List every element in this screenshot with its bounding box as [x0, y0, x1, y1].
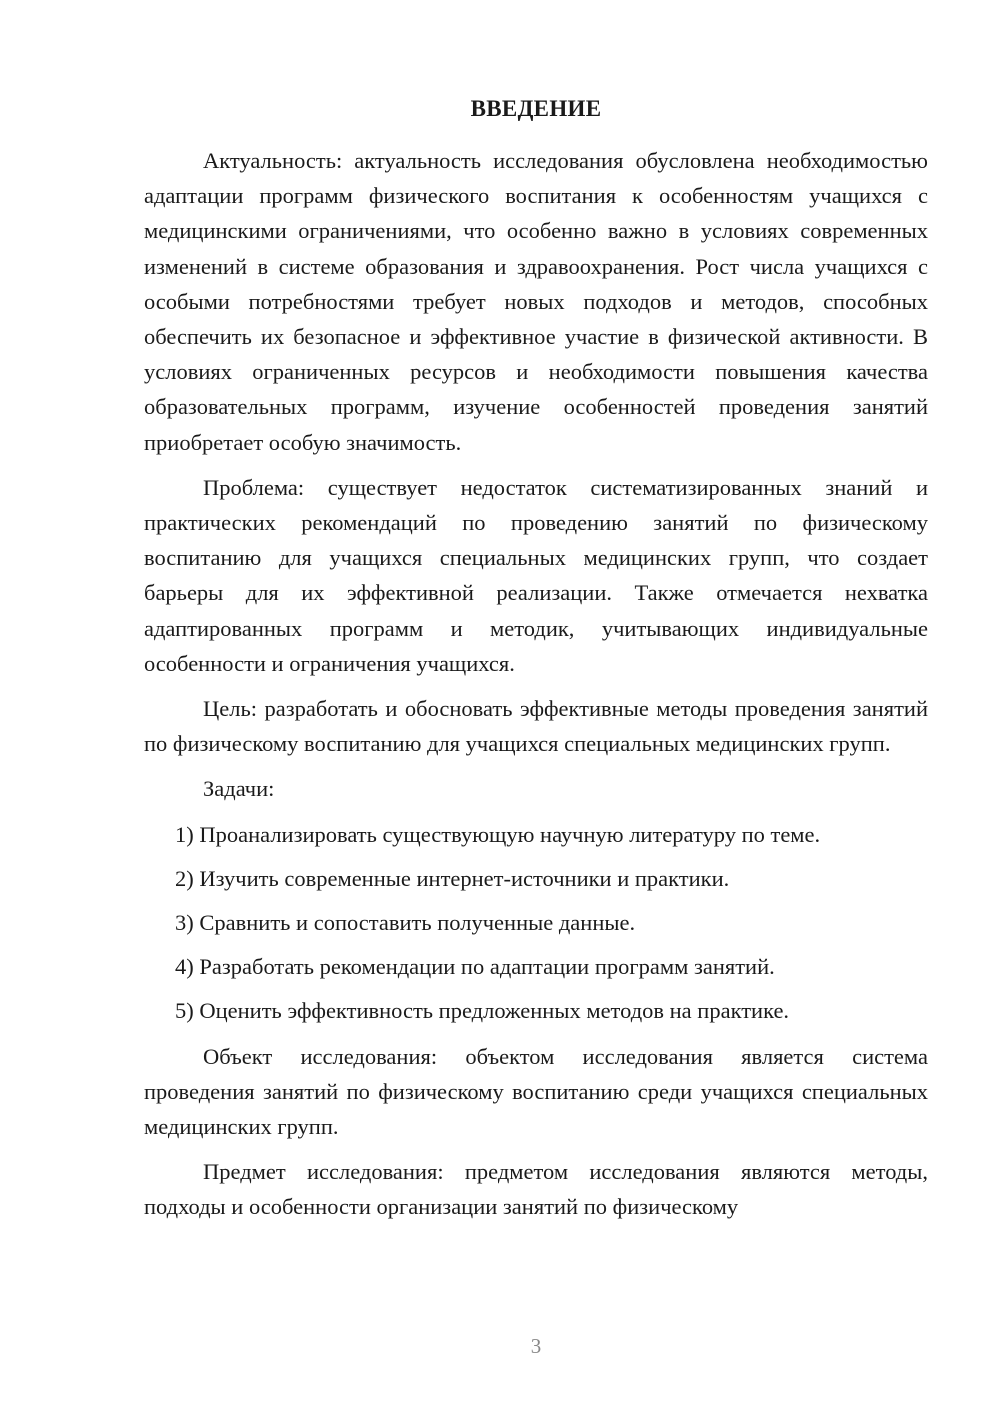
task-item: 1) Проанализировать существующую научную литературу по теме. [175, 821, 821, 847]
paragraph-relevance: Актуальность: актуальность исследования обусловлена необходимостью адаптации программ физического воспитания к особенностям учащихся с медицинскими ограничениями, что особенно важно в условиях современных изменений в системе образования и здравоохранения. Рост числа учащихся с особыми потребностями требует новых подходов и методов, способных обеспечить их безопасное и эффективное участие в физической активности. В условиях ограниченных ресурсов и необходимости повышения качества образовательных программ, изучение особенностей проведения занятий приобретает особую значимость. [144, 148, 928, 455]
section-title: ВВЕДЕНИЕ [470, 96, 602, 121]
tasks-list [144, 817, 928, 1029]
body-text [144, 143, 928, 1225]
task-item: 4) Разработать рекомендации по адаптации программ занятий. [175, 954, 775, 980]
task-item: 3) Сравнить и сопоставить полученные данные. [175, 910, 636, 936]
task-item: 5) Оценить эффективность предложенных методов на практике. [175, 998, 790, 1024]
paragraph-subject: Предмет исследования: предметом исследования являются методы, подходы и особенности организации занятий по физическому [144, 1159, 928, 1220]
task-item: 2) Изучить современные интернет-источники и практики. [175, 865, 730, 891]
paragraph-problem: Проблема: существует недостаток систематизированных знаний и практических рекомендаций по проведению занятий по физическому воспитанию для учащихся специальных медицинских групп, что создает барьеры для их эффективной реализации. Также отмечается нехватка адаптированных программ и методик, учитывающих индивидуальные особенности и ограничения учащихся. [144, 474, 928, 676]
tasks-heading: Задачи: [203, 776, 275, 802]
paragraph-object: Объект исследования: объектом исследования является система проведения занятий по физическому воспитанию среди учащихся специальных медицинских групп. [144, 1043, 928, 1140]
paragraph-goal: Цель: разработать и обосновать эффективные методы проведения занятий по физическому воспитанию для учащихся специальных медицинских групп. [144, 696, 928, 757]
page-number: 3 [530, 1334, 542, 1358]
